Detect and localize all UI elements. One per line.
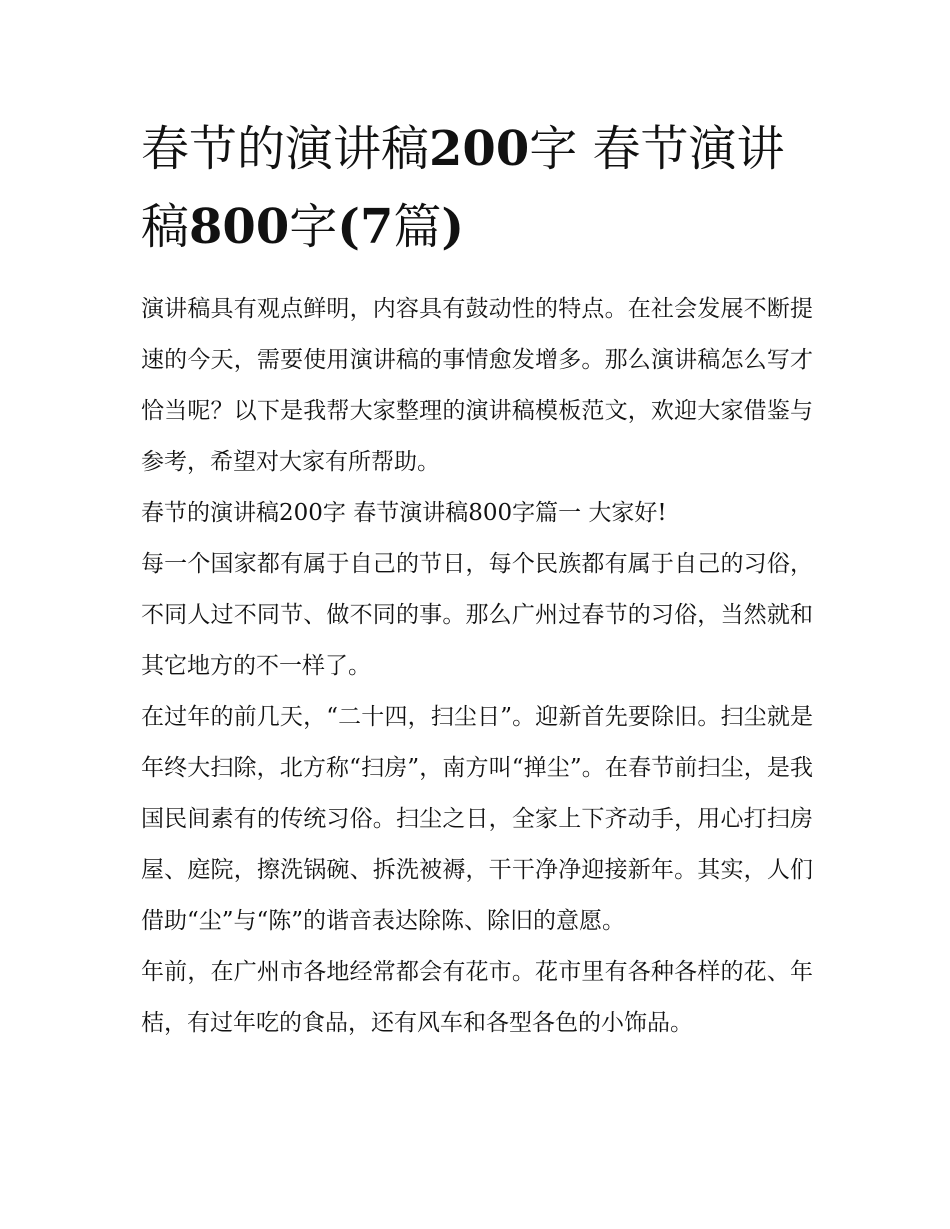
paragraph-customs: 每一个国家都有属于自己的节日，每个民族都有属于自己的习俗，不同人过不同节、做不同的事。那么广州过春节的习俗，当然就和其它地方的不一样了。 bbox=[141, 551, 813, 679]
document-title: 春节的演讲稿200字 春节演讲稿800字(7篇) bbox=[141, 121, 785, 255]
paragraph-flower-market: 年前，在广州市各地经常都会有花市。花市里有各种各样的花、年桔，有过年吃的食品，还有风车和各型各色的小饰品。 bbox=[141, 959, 813, 1036]
paragraph-section-heading: 春节的演讲稿200字 春节演讲稿800字篇一 大家好! bbox=[141, 500, 667, 526]
paragraph-cleaning: 在过年的前几天，“二十四，扫尘日”。迎新首先要除旧。扫尘就是年终大扫除，北方称“扫房”，南方叫“掸尘”。在春节前扫尘，是我国民间素有的传统习俗。扫尘之日，全家上下齐动手，用心打扫房屋、庭院，擦洗锅碗、拆洗被褥，干干净净迎接新年。其实，人们借助“尘”与“陈”的谐音表达除陈、除旧的意愿。 bbox=[141, 704, 813, 934]
paragraph-intro: 演讲稿具有观点鲜明，内容具有鼓动性的特点。在社会发展不断提速的今天，需要使用演讲稿的事情愈发增多。那么演讲稿怎么写才恰当呢？以下是我帮大家整理的演讲稿模板范文，欢迎大家借鉴与参考，希望对大家有所帮助。 bbox=[141, 296, 813, 475]
document-body bbox=[141, 110, 813, 1049]
